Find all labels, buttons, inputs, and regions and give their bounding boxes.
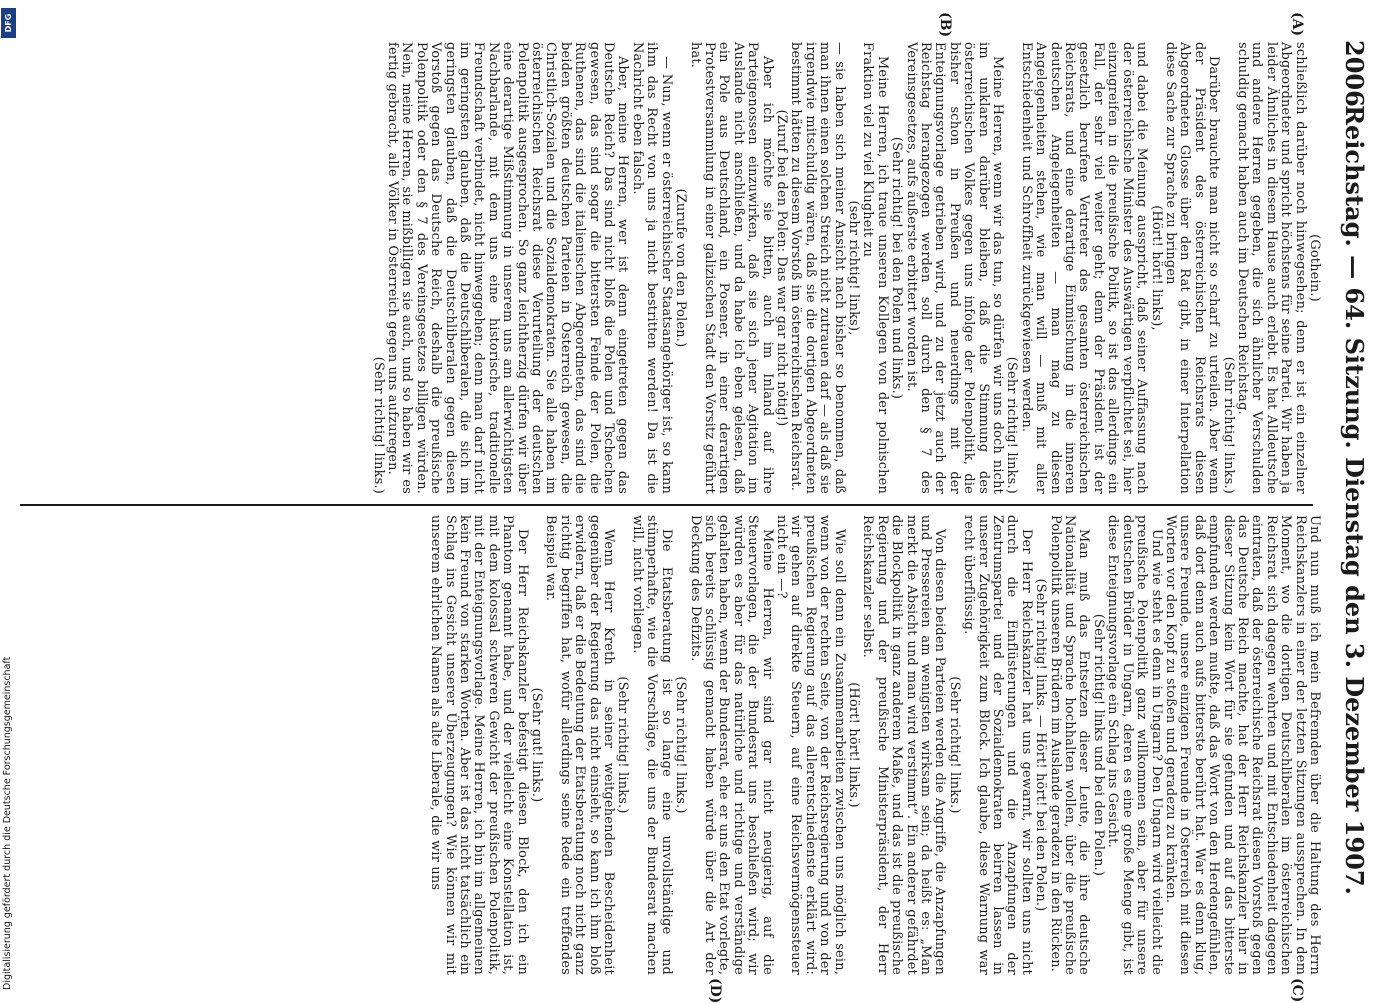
interjection: (Sehr richtig! links.) (370, 356, 386, 494)
interjection: (Sehr richtig! bei den Polen und links.) (889, 136, 905, 400)
interjection: (Sehr richtig! links. — Hört! hört! bei den Polen.) (1033, 578, 1049, 912)
paragraph: Meine Herren, wir sind gar nicht neugierig, auf die Steuervorlagen, die der Bundesrat uns beschließen wird; wir würden es aber für das natürliche und richtige und verständige gehalten haben, wenn der Bundesrat, ehe er uns den Etat vorlegte, sich bereits schlüssig gemacht haben würde über die Art der Deckung des Defizits. (687, 515, 775, 975)
interjection: (Sehr richtig! links.) (946, 676, 962, 814)
interjection: (Sehr richtig! links.) (673, 676, 689, 814)
paragraph: Wenn Herr Kreth in seiner weitgehenden Bescheidenheit gegenüber der Regierung das nicht einsieht, so kann ich ihm bloß erwidern, daß er die Bedeutung der Etatsberatung noch nicht ganz richtig begriffen hat, wofür allerdings seine Rede ein treffendes Beispiel war. (543, 515, 617, 975)
paragraph: Und wie steht es denn in Ungarn? Den Ungarn wird vielleicht die preußische Polenpolitik ganz willkommen sein, aber für unsere deutschen Brüder in Ungarn, deren es eine große Menge gibt, ist diese Enteignungsvorlage ein Schlag ins Gesicht. (1105, 515, 1164, 975)
paragraph: schließlich darüber noch hinwegsehen; denn er ist ein einzelner Abgeordneter und spricht höchstens für seine Partei. Wir haben ja leider Ähnliches in diesem Hause auch erlebt. Es hat Alldeutsche und andere Herren gegeben, die sich ähnlicher Verschulden schuldig gemacht haben auch im Deutschen Reichstag. (1234, 42, 1308, 494)
margin-marker-a: (A) (1289, 12, 1305, 37)
paragraph: Meine Herren, wenn wir das tun, so dürfen wir uns doch nicht im unklaren darüber bleiben, daß die Stimmung des österreichischen Volkes gegen uns infolge der Polenpolitik, die bisher schon in Preußen und neuerdings mit der Enteignungsvorlage getrieben wird, und zu der jetzt auch der Reichstag herangezogen werden soll durch den § 7 des Vereinsgesetzes, aufs äußerste erbittert worden ist. (903, 42, 1006, 494)
column-divider (20, 504, 1313, 506)
paragraph: Wie soll denn ein Zusammenarbeiten zwischen uns möglich sein, wenn von der rechten Seite, von der Reichsregierung und von der preußischen Regierung auf das allerentschiedenste erklärt wird: wir gehen auf direkte Steuern, auf eine Reichsvermögenssteuer nicht ein —? (773, 515, 847, 975)
paragraph: Und nun muß ich mein Befremden über die Haltung des Herrn Reichskanzlers in einer der letzten Sitzungen aussprechen. In dem Moment, wo die dortigen Deutschliberalen im österreichischen Reichsrat sich dagegen wehrten und mit Entschiedenheit dagegen eintraten, daß der österreichische Reichsrat diesen Vorstoß gegen das Deutsche Reich machte, hat der Herr Reichskanzler hier in dieser Sitzung kein Wort für sie gefunden und auf das bitterste empfunden werden mußte, daß das Wort von den Herdengefühlen, daß dort denn auch aufs bitterste berührt hat. War es denn klug, unsere Freunde, unsere einzigen Freunde in Österreich mit diesen Worten vor den Kopf zu stoßen und geradezu zu kränken. (1162, 515, 1322, 975)
paragraph: und dabei die Meinung ausspricht, daß seiner Auffassung nach der österreichische Minister des Auswärtigen verpflichtet sei, hier einzugreifen in die preußische Politik, so ist das allerdings ein Fall, der sehr viel weiter geht; denn der Präsident ist der gesetzlich berufene Vertreter des gesamten österreichischen Reichsrats, und eine derartige Einmischung in die inneren deutschen Angelegenheiten — man mag zu diesen Angelegenheiten stehen, wie man will — muß mit aller Entschiedenheit und Schroffheit zurückgewiesen werden. (1018, 42, 1150, 494)
paragraph: Meine Herren, ich traue unseren Kollegen von der polnischen Fraktion viel zu viel Klugheit zu (860, 42, 890, 494)
paragraph: — sie haben sich meiner Ansicht nach bisher so benommen, daß man ihnen einen solchen Streich nicht zutrauen darf — als daß sie irgendwie mitschuldig wären, daß sie die dortigen Abgeordneten bestimmt hätten zu diesem Vorstoß im österreichischen Reichsrat. (788, 42, 847, 494)
footer-credit (0, 0, 16, 1000)
paragraph: Die Etatsberatung ist so lange eine unvollständige und stümperhafte, wie die Vorschläge, die uns der Bundesrat machen will, nicht vorliegen. (629, 515, 674, 975)
interjection: (Sehr richtig! links.) (615, 676, 631, 814)
margin-marker-b: (B) (937, 12, 953, 38)
paragraph: — Nun, wenn er österreichischer Staatsangehöriger ist, so kann ihm das Recht von uns ja nicht bestritten werden! Da ist die Nachricht eben falsch. (629, 42, 674, 494)
interjection: (Zuruf bei den Polen: Das war gar nicht nötig!) (773, 109, 789, 427)
digitization-credit: Digitalisierung gefördert durch die Deutsche Forschungsgemeinschaft (2, 656, 13, 990)
paragraph: Der Herr Reichskanzler hat uns gewarnt, wir sollten uns nicht durch die Einflüsterungen und die Anzapfungen der Zentrumspartei und der Sozialdemokraten beirren lassen in unserer Zugehörigkeit zum Block. Ich glaube, diese Warnung war recht überflüssig. (961, 515, 1034, 975)
paragraph: Man muß das Entsetzen dieser Leute, die ihre deutsche Nationalität und Sprache hochhalten wollen, über die preußische Polenpolitik unseren Brüdern im Auslande geradezu in den Rücken. (1047, 515, 1092, 975)
interjection: (Sehr richtig! links.) (1220, 356, 1236, 494)
page-header (1319, 40, 1383, 960)
paragraph: Von diesen beiden Parteien werden die Angriffe, die Anzapfungen und Pressereien am wenigsten wirksam sein; da heißt es: „Man merkt die Absicht und man wird verstimmt“. Ein anderer gefährdet die Blockpolitik in ganz anderem Maße, und das ist die preußische Regierung und der preußische Ministerpräsident, der Herr Reichskanzler selbst. (860, 515, 948, 975)
interjection: (Hört! hört! links), (1148, 205, 1164, 331)
interjection: (Sehr richtig! links.) (1004, 356, 1020, 494)
interjection: (Sehr gut! links.) (529, 687, 545, 803)
dfg-logo: DFG (1, 8, 16, 38)
interjection: (Gothein.) (1307, 234, 1322, 302)
left-text-column (370, 42, 1321, 494)
margin-marker-c: (C) (1289, 978, 1305, 1003)
page-title: Reichstag. — 64. Sitzung. Dienstag den 3. Dezember 1907. (1340, 105, 1369, 895)
interjection: (Sehr richtig! links und bei den Polen.) (1090, 613, 1106, 877)
margin-marker-d: (D) (707, 978, 723, 1003)
interjection: (Hört! hört! links.) (846, 682, 861, 808)
interjection: (sehr richtig! links), (846, 200, 861, 336)
paragraph: Aber ich möchte sie bitten, auch im Inland auf ihre Parteigenossen einzuwirken, daß sie sich jener Agitation im Auslande nicht anschließen, und da habe ich eben gelesen, daß ein Pole aus Deutschland, ein Posener, in einer derartigen Protestversammlung in einer galizischen Stadt den Vorsitz geführt hat. (687, 42, 775, 494)
paragraph: Darüber brauchte man nicht so scharf zu urteilen. Aber wenn der Präsident des österreichischen Reichsrats diesen Abgeordneten Glosse über den Rat gibt, in einer Interpellation diese Sache zur Sprache zu bringen (1162, 42, 1222, 494)
right-text-column (428, 515, 1321, 975)
paragraph: Der Herr Reichskanzler befestigt diesen Block, den ich ein Phantom genannt habe, und der vielleicht eine Konstellation ist, mit dem kolossal schweren Gewicht der preußischen Polenpolitik, mit der Enteignungsvorlage. Meine Herren, ich bin im allgemeinen kein Freund von starken Worten. Aber ist das nicht tatsächlich ein Schlag ins Gesicht unserer Überzeugungen? Wie können wir mit unserem ehrlichen Namen als alte Liberale, die wir uns (428, 515, 530, 975)
paragraph: Aber, meine Herren, wer ist denn eingetreten gegen das Deutsche Reich? Das sind nicht bloß die Polen und Tschechen gewesen, das sind sogar die bittersten Feinde der Polen, die Ruthenen, das sind die italienischen Abgeordneten, das sind die beiden größten deutschen Parteien in Österreich gewesen, die Christlich-Sozialen und die Sozialdemokraten. Sie alle haben im österreichischen Reichsrat diese Verurteilung der deutschen Polenpolitik ausgesprochen. So ganz leichtherzig dürfen wir über eine derartige Mißstimmung in unserem uns am allerwichtigsten Nachbarlande, mit dem uns eine historische, traditionelle Freundschaft verbindet, nicht hinweggehen; denn man darf nicht im geringsten glauben, daß die Deutschliberalen, die sich im geringsten glauben, daß die Deutschliberalen gegen diesen Vorstoß gegen das Deutsche Reich, deshalb die preußische Polenpolitik oder den § 7 des Vereinsgesetzes billigen würden. Nein, meine Herren, sie mißbilligen sie auch, und so haben wir es fertig gebracht, alle Völker in Österreich gegen uns aufzuregen. (385, 42, 631, 494)
interjection: (Zurufe von den Polen.) (673, 188, 689, 348)
page-number: 2006 (1340, 40, 1369, 107)
